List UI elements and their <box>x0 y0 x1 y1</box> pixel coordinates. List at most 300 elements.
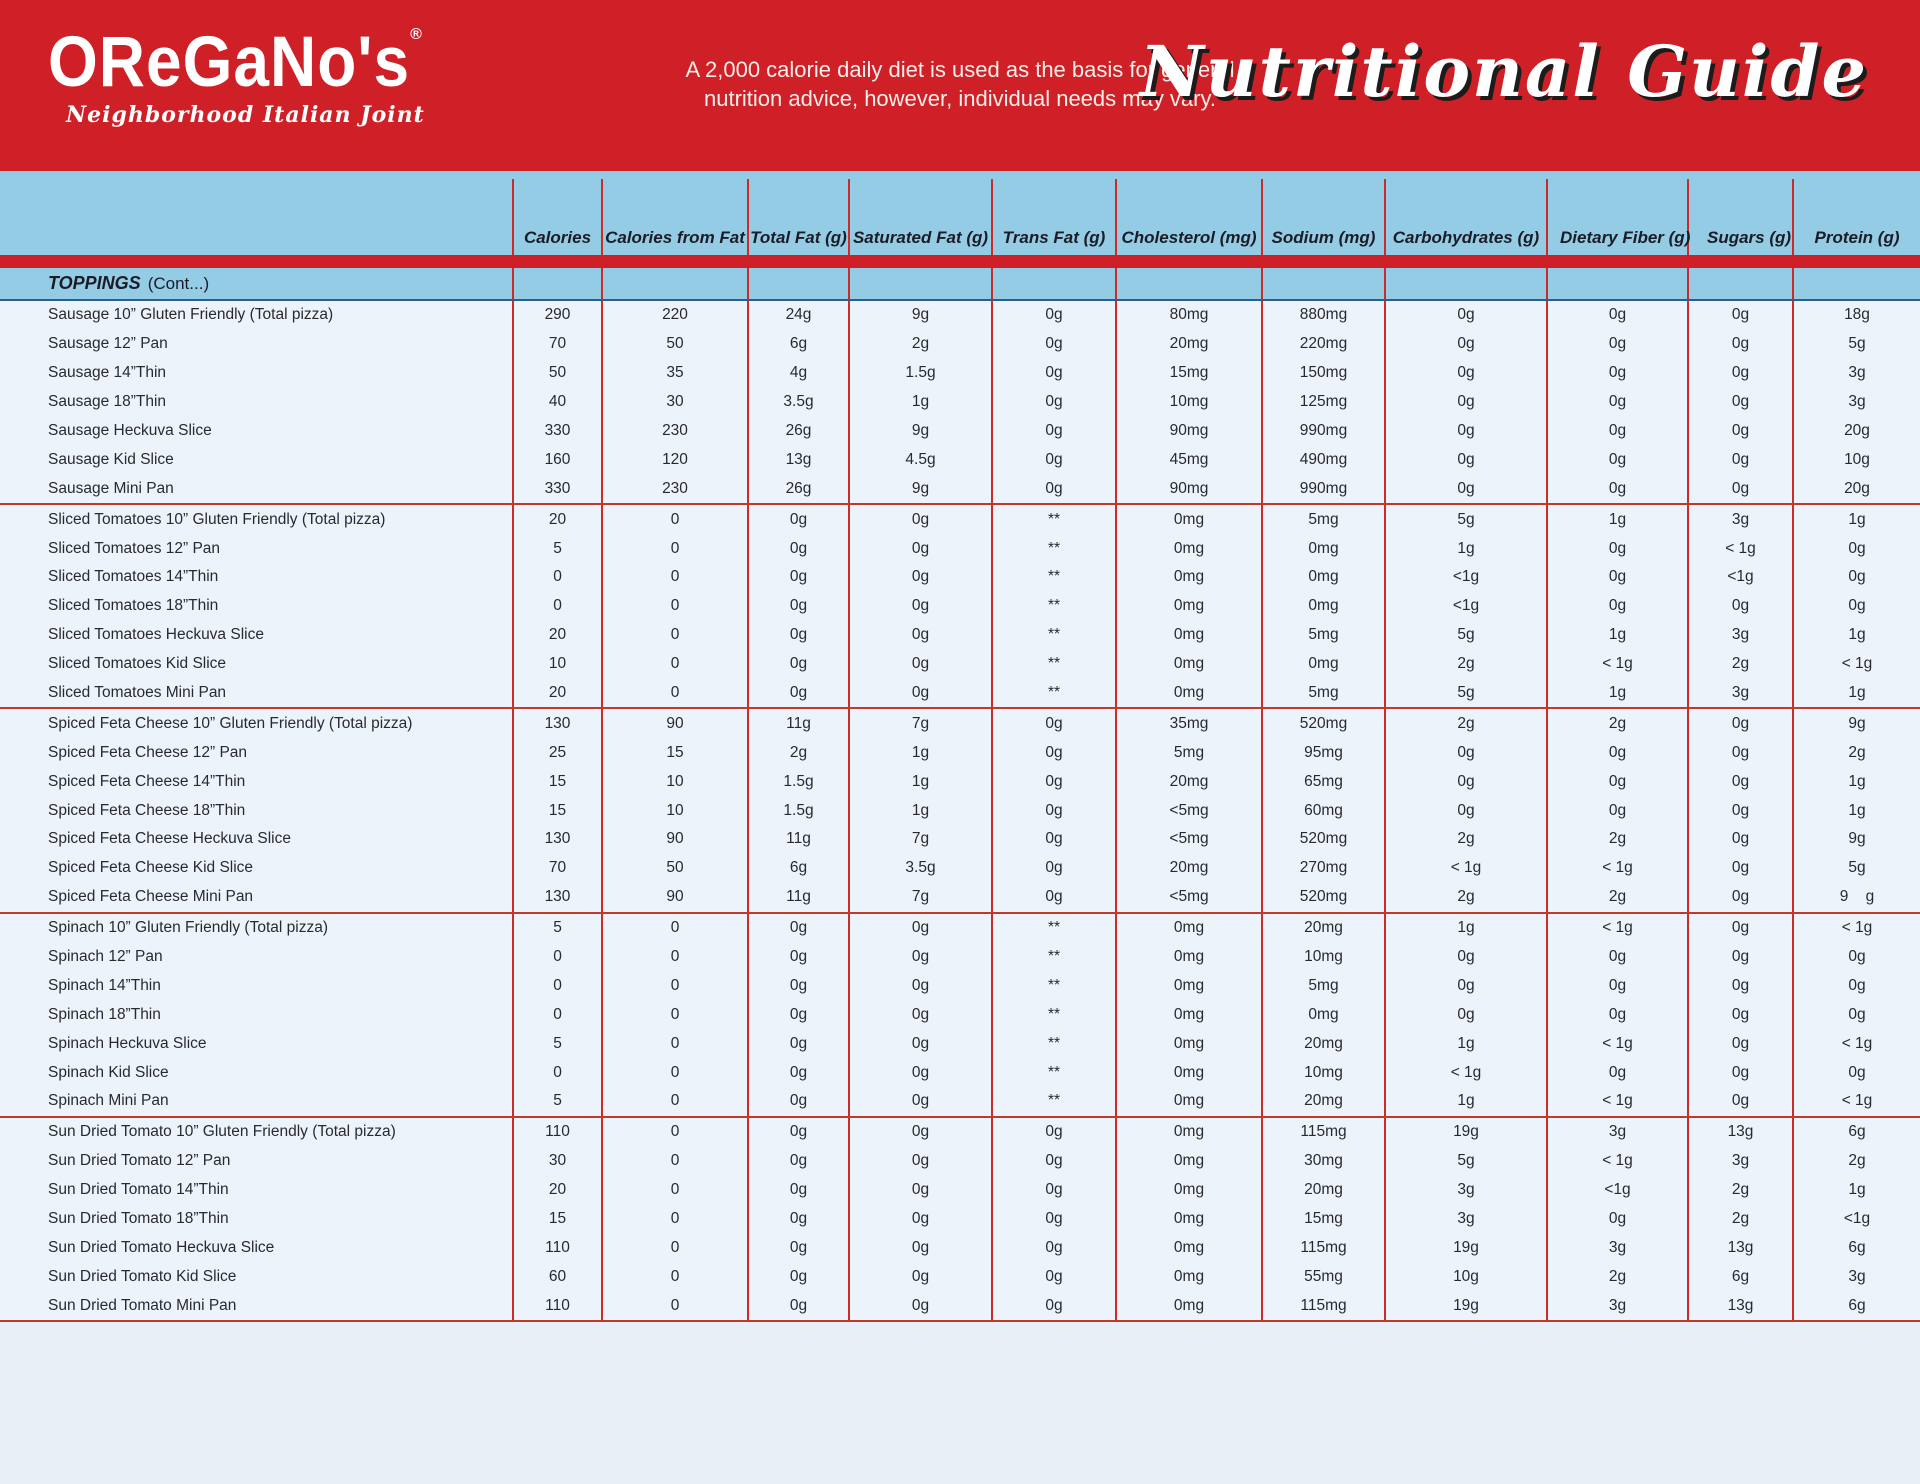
row-value: 15 <box>601 738 747 767</box>
row-label: Sausage Kid Slice <box>48 450 174 468</box>
row-value: 0g <box>1792 592 1920 621</box>
row-value: 0 <box>601 1176 747 1205</box>
row-value: 19g <box>1384 1234 1546 1263</box>
row-value: 2g <box>1546 825 1687 854</box>
row-value: 0g <box>1546 388 1687 417</box>
row-value: <1g <box>1792 1205 1920 1234</box>
oreganos-logo <box>48 22 425 128</box>
row-value: 0g <box>991 417 1115 446</box>
row-value: ** <box>991 505 1115 534</box>
row-value: 0g <box>991 738 1115 767</box>
group-divider <box>0 1320 1920 1322</box>
row-value: 0g <box>1792 943 1920 972</box>
row-value: 1g <box>1792 767 1920 796</box>
row-value: 0g <box>991 1291 1115 1320</box>
row-value: 15 <box>512 1205 601 1234</box>
header-trans-fat: Trans Fat (g) <box>991 179 1115 255</box>
row-value: 0g <box>1687 825 1792 854</box>
row-value: 0g <box>991 330 1115 359</box>
row-value: 0mg <box>1115 621 1261 650</box>
row-label: Spiced Feta Cheese Heckuva Slice <box>48 830 291 848</box>
section-title: TOPPINGS <box>48 273 141 293</box>
row-value: <1g <box>1687 563 1792 592</box>
row-label: Sliced Tomatoes Heckuva Slice <box>48 626 264 644</box>
row-value: 1.5g <box>747 796 848 825</box>
row-value: 0mg <box>1115 1291 1261 1320</box>
row-value: 110 <box>512 1118 601 1147</box>
row-value: 5mg <box>1261 971 1384 1000</box>
row-value: 90 <box>601 709 747 738</box>
row-value: 50 <box>601 330 747 359</box>
row-value: 11g <box>747 825 848 854</box>
row-value: 10mg <box>1261 1058 1384 1087</box>
row-value: 220 <box>601 301 747 330</box>
row-value: 0g <box>1384 738 1546 767</box>
row-value: 1g <box>848 767 991 796</box>
row-value: 6g <box>1792 1291 1920 1320</box>
row-value: 5mg <box>1261 621 1384 650</box>
row-value: 0mg <box>1261 534 1384 563</box>
row-value: 1g <box>1384 914 1546 943</box>
row-label: Spinach Mini Pan <box>48 1092 169 1110</box>
row-value: 0g <box>747 1205 848 1234</box>
row-label: Spiced Feta Cheese Mini Pan <box>48 888 254 906</box>
row-value: 20mg <box>1261 1087 1384 1116</box>
row-value: 5 <box>512 534 601 563</box>
row-value: 0g <box>991 1147 1115 1176</box>
row-value: 0g <box>848 1262 991 1291</box>
row-value: 15 <box>512 767 601 796</box>
row-value: ** <box>991 534 1115 563</box>
row-value: 0g <box>1384 445 1546 474</box>
row-value: 5mg <box>1261 679 1384 708</box>
row-value: <1g <box>1546 1176 1687 1205</box>
row-value: 0g <box>747 679 848 708</box>
row-value: 20g <box>1792 474 1920 503</box>
row-value: 7g <box>848 709 991 738</box>
row-value: 90mg <box>1115 417 1261 446</box>
row-value: 0g <box>991 883 1115 912</box>
row-value: 0g <box>1687 943 1792 972</box>
row-value: 0 <box>601 1147 747 1176</box>
row-value: 0g <box>1384 971 1546 1000</box>
row-value: < 1g <box>1792 1087 1920 1116</box>
row-value: 0g <box>1546 330 1687 359</box>
row-value: 0 <box>601 534 747 563</box>
row-value: 90 <box>601 825 747 854</box>
row-value: 3g <box>1792 1262 1920 1291</box>
row-label: Sliced Tomatoes 14”Thin <box>48 568 219 586</box>
row-value: 20g <box>1792 417 1920 446</box>
row-value: 13g <box>747 445 848 474</box>
row-label: Sausage Heckuva Slice <box>48 422 212 439</box>
row-value: 5g <box>1792 330 1920 359</box>
row-value: 0g <box>1384 943 1546 972</box>
row-label: Spinach 10” Gluten Friendly (Total pizza) <box>48 919 328 937</box>
section-cell <box>1384 268 1546 299</box>
row-value: 24g <box>747 301 848 330</box>
row-value: 26g <box>747 417 848 446</box>
row-value: 20mg <box>1261 914 1384 943</box>
row-value: 0g <box>747 943 848 972</box>
row-value: 2g <box>1792 738 1920 767</box>
row-value: 0g <box>1384 301 1546 330</box>
row-value: 0g <box>848 1147 991 1176</box>
row-label: Sausage 14”Thin <box>48 364 167 382</box>
section-cell <box>1115 268 1261 299</box>
row-value: < 1g <box>1792 1029 1920 1058</box>
row-value: 9g <box>848 301 991 330</box>
row-value: 20mg <box>1261 1176 1384 1205</box>
row-value: 0g <box>848 621 991 650</box>
row-value: 880mg <box>1261 301 1384 330</box>
row-value: 1g <box>1792 796 1920 825</box>
row-value: 0 <box>512 1000 601 1029</box>
row-value: 60mg <box>1261 796 1384 825</box>
row-value: 0 <box>601 563 747 592</box>
row-value: 2g <box>1384 650 1546 679</box>
row-value: 270mg <box>1261 854 1384 883</box>
row-value: 0g <box>1687 359 1792 388</box>
row-value: 0mg <box>1115 505 1261 534</box>
row-value: 1g <box>848 388 991 417</box>
row-value: 0 <box>601 592 747 621</box>
disclaimer-line-1: A 2,000 calorie daily diet is used as the basis for general <box>685 57 1235 82</box>
row-label: Spinach 14”Thin <box>48 976 161 994</box>
row-value: 30 <box>512 1147 601 1176</box>
row-value: 5g <box>1384 621 1546 650</box>
section-cell <box>1687 268 1792 299</box>
row-label: Sliced Tomatoes Kid Slice <box>48 655 227 673</box>
row-value: 10 <box>601 767 747 796</box>
row-value: 40 <box>512 388 601 417</box>
row-value: 0g <box>1687 1087 1792 1116</box>
row-value: < 1g <box>1546 1087 1687 1116</box>
row-value: 15 <box>512 796 601 825</box>
row-value: 2g <box>747 738 848 767</box>
row-value: 2g <box>1384 883 1546 912</box>
row-value: 70 <box>512 330 601 359</box>
row-value: 1g <box>1384 534 1546 563</box>
row-value: 0g <box>747 592 848 621</box>
row-value: 220mg <box>1261 330 1384 359</box>
row-value: ** <box>991 592 1115 621</box>
row-value: 0g <box>747 971 848 1000</box>
row-value: 0mg <box>1115 971 1261 1000</box>
row-value: 0g <box>848 592 991 621</box>
row-value: 1g <box>848 738 991 767</box>
row-value: ** <box>991 914 1115 943</box>
row-value: < 1g <box>1792 650 1920 679</box>
row-value: 0mg <box>1115 1118 1261 1147</box>
row-value: 115mg <box>1261 1234 1384 1263</box>
row-value: <5mg <box>1115 796 1261 825</box>
row-value: ** <box>991 650 1115 679</box>
row-value: 5 <box>512 1087 601 1116</box>
row-value: 1g <box>1546 679 1687 708</box>
section-cell <box>1792 268 1920 299</box>
row-value: 0mg <box>1115 1262 1261 1291</box>
row-value: 0g <box>848 505 991 534</box>
row-value: 0g <box>848 534 991 563</box>
row-value: 0g <box>848 1234 991 1263</box>
row-label: Sun Dried Tomato 10” Gluten Friendly (Total pizza) <box>48 1123 396 1141</box>
row-label: Sliced Tomatoes 18”Thin <box>48 597 219 615</box>
row-value: 5g <box>1384 679 1546 708</box>
row-value: 0g <box>1546 1205 1687 1234</box>
row-value: 30 <box>601 388 747 417</box>
row-value: 0g <box>747 1147 848 1176</box>
row-value: 5g <box>1384 505 1546 534</box>
row-value: 0g <box>1546 563 1687 592</box>
row-value: 110 <box>512 1234 601 1263</box>
row-value: 1g <box>848 796 991 825</box>
section-header-label <box>0 268 512 299</box>
row-value: 0g <box>1687 854 1792 883</box>
row-value: 990mg <box>1261 417 1384 446</box>
row-value: 80mg <box>1115 301 1261 330</box>
row-value: 990mg <box>1261 474 1384 503</box>
row-value: 0g <box>848 679 991 708</box>
row-value: 9g <box>848 474 991 503</box>
row-value: 130 <box>512 709 601 738</box>
row-value: 20 <box>512 505 601 534</box>
row-value: 5g <box>1792 854 1920 883</box>
row-value: 20mg <box>1115 330 1261 359</box>
row-label: Sun Dried Tomato Heckuva Slice <box>48 1238 275 1256</box>
row-value: 0mg <box>1115 943 1261 972</box>
row-value: 3g <box>1687 621 1792 650</box>
row-value: 0g <box>1687 883 1792 912</box>
row-value: < 1g <box>1687 534 1792 563</box>
row-value: 0 <box>512 592 601 621</box>
row-value: 13g <box>1687 1291 1792 1320</box>
row-value: 5 <box>512 914 601 943</box>
section-cell <box>747 268 848 299</box>
row-value: 0g <box>1546 971 1687 1000</box>
row-value: 0g <box>1792 1000 1920 1029</box>
row-label: Spiced Feta Cheese 18”Thin <box>48 801 246 819</box>
row-value: 3g <box>1384 1205 1546 1234</box>
row-value: 0g <box>1546 738 1687 767</box>
row-label: Sliced Tomatoes 12” Pan <box>48 539 221 557</box>
row-value: 0g <box>1546 767 1687 796</box>
row-value: 0g <box>747 1262 848 1291</box>
row-label: Sun Dried Tomato 14”Thin <box>48 1181 229 1199</box>
row-value: 0g <box>991 1205 1115 1234</box>
row-value: 0mg <box>1115 1000 1261 1029</box>
row-value: 0g <box>1792 971 1920 1000</box>
brand-name: OReGaNo's <box>48 20 411 102</box>
row-value: 0g <box>848 943 991 972</box>
row-value: 0 <box>601 621 747 650</box>
row-value: 0mg <box>1115 1029 1261 1058</box>
row-value: 3g <box>1792 388 1920 417</box>
row-value: 0mg <box>1115 1234 1261 1263</box>
row-value: ** <box>991 563 1115 592</box>
row-value: 115mg <box>1261 1291 1384 1320</box>
row-value: 0g <box>991 474 1115 503</box>
row-value: 0mg <box>1115 914 1261 943</box>
row-value: 0g <box>848 1176 991 1205</box>
row-value: 6g <box>1792 1118 1920 1147</box>
row-value: 3.5g <box>747 388 848 417</box>
row-value: 230 <box>601 474 747 503</box>
row-value: 3.5g <box>848 854 991 883</box>
row-value: 0g <box>747 534 848 563</box>
row-value: 0mg <box>1115 563 1261 592</box>
row-value: ** <box>991 971 1115 1000</box>
row-value: < 1g <box>1546 650 1687 679</box>
row-value: ** <box>991 1029 1115 1058</box>
row-value: 110 <box>512 1291 601 1320</box>
row-value: 0g <box>1687 445 1792 474</box>
row-value: 0g <box>747 914 848 943</box>
row-value: 0g <box>1546 592 1687 621</box>
row-value: 1g <box>1546 505 1687 534</box>
row-value: 0g <box>991 359 1115 388</box>
row-value: ** <box>991 1000 1115 1029</box>
row-value: 115mg <box>1261 1118 1384 1147</box>
row-value: 10mg <box>1115 388 1261 417</box>
row-value: 30mg <box>1261 1147 1384 1176</box>
section-cell <box>991 268 1115 299</box>
row-value: 1.5g <box>848 359 991 388</box>
row-value: 1g <box>1792 1176 1920 1205</box>
row-value: 20 <box>512 679 601 708</box>
row-value: 9g <box>848 417 991 446</box>
row-value: 0g <box>747 1000 848 1029</box>
row-label: Sun Dried Tomato Mini Pan <box>48 1296 237 1314</box>
row-label: Sun Dried Tomato 12” Pan <box>48 1152 231 1170</box>
row-value: 0g <box>1384 767 1546 796</box>
row-value: 20 <box>512 1176 601 1205</box>
row-value: 1g <box>1792 621 1920 650</box>
row-value: 35mg <box>1115 709 1261 738</box>
header-dietary-fiber: Dietary Fiber (g) <box>1546 179 1687 255</box>
row-label: Spinach 18”Thin <box>48 1005 161 1023</box>
row-value: 0g <box>747 621 848 650</box>
header-calories: Calories <box>512 179 601 255</box>
row-value: 0g <box>1384 417 1546 446</box>
row-value: 0g <box>1687 709 1792 738</box>
row-value: 20 <box>512 621 601 650</box>
row-value: 25 <box>512 738 601 767</box>
row-value: 2g <box>1384 825 1546 854</box>
row-value: 6g <box>747 330 848 359</box>
row-value: 6g <box>1792 1234 1920 1263</box>
row-label: Spiced Feta Cheese 14”Thin <box>48 772 246 790</box>
row-value: 0g <box>1687 1058 1792 1087</box>
row-value: < 1g <box>1546 914 1687 943</box>
row-value: 0mg <box>1261 592 1384 621</box>
row-value: 0 <box>601 1205 747 1234</box>
disclaimer-line-2: nutrition advice, however, individual needs may vary. <box>704 86 1216 111</box>
row-value: 0mg <box>1261 650 1384 679</box>
row-value: 5mg <box>1115 738 1261 767</box>
header-calories-from-fat: Calories from Fat <box>601 179 747 255</box>
row-value: 0 <box>512 943 601 972</box>
row-value: 0g <box>1687 1000 1792 1029</box>
row-value: 0 <box>601 1000 747 1029</box>
row-value: 90mg <box>1115 474 1261 503</box>
row-value: 0mg <box>1115 679 1261 708</box>
red-divider-bar <box>0 255 1920 268</box>
row-value: 0 <box>601 1087 747 1116</box>
row-value: 0mg <box>1115 1205 1261 1234</box>
row-value: ** <box>991 679 1115 708</box>
row-label: Spinach 12” Pan <box>48 948 163 966</box>
row-value: 0mg <box>1115 534 1261 563</box>
section-subtitle: (Cont...) <box>147 273 210 293</box>
row-value: 20mg <box>1115 854 1261 883</box>
row-value: 0mg <box>1115 1147 1261 1176</box>
row-value: 0g <box>991 1234 1115 1263</box>
row-value: 0g <box>1687 971 1792 1000</box>
row-value: 0 <box>601 650 747 679</box>
row-value: 11g <box>747 883 848 912</box>
row-value: 0g <box>848 1205 991 1234</box>
row-value: <1g <box>1384 563 1546 592</box>
row-value: 0g <box>747 1058 848 1087</box>
row-label: Spinach Heckuva Slice <box>48 1034 207 1052</box>
row-value: 0 <box>512 1058 601 1087</box>
row-value: 0g <box>747 1234 848 1263</box>
row-value: 0g <box>1792 1058 1920 1087</box>
row-value: 0g <box>1384 388 1546 417</box>
row-value: 2g <box>1687 650 1792 679</box>
row-value: <1g <box>1384 592 1546 621</box>
row-value: 7g <box>848 825 991 854</box>
row-label: Sun Dried Tomato Kid Slice <box>48 1267 237 1285</box>
row-value: 1g <box>1384 1087 1546 1116</box>
row-value: 0g <box>848 563 991 592</box>
row-value: 95mg <box>1261 738 1384 767</box>
row-value: 1g <box>1384 1029 1546 1058</box>
row-value: 150mg <box>1261 359 1384 388</box>
row-value: 0g <box>991 854 1115 883</box>
row-value: 0g <box>1687 914 1792 943</box>
row-value: 55mg <box>1261 1262 1384 1291</box>
section-cell <box>1261 268 1384 299</box>
row-value: 90 <box>601 883 747 912</box>
section-cell <box>1546 268 1687 299</box>
row-value: 65mg <box>1261 767 1384 796</box>
row-value: 0g <box>1384 330 1546 359</box>
row-value: 3g <box>1546 1234 1687 1263</box>
row-value: 0g <box>747 1087 848 1116</box>
row-value: 0g <box>747 505 848 534</box>
row-value: 0g <box>1792 563 1920 592</box>
row-value: 50 <box>512 359 601 388</box>
section-header-row <box>0 268 1920 301</box>
row-value: 120 <box>601 445 747 474</box>
row-value: 4.5g <box>848 445 991 474</box>
header-sodium: Sodium (mg) <box>1261 179 1384 255</box>
row-value: 19g <box>1384 1118 1546 1147</box>
row-value: 0g <box>848 1058 991 1087</box>
row-value: 1g <box>1546 621 1687 650</box>
row-value: 0 <box>512 971 601 1000</box>
row-value: 3g <box>1687 1147 1792 1176</box>
row-value: 5g <box>1384 1147 1546 1176</box>
row-value: 0 <box>601 914 747 943</box>
row-value: 0mg <box>1115 1087 1261 1116</box>
row-value: 35 <box>601 359 747 388</box>
row-value: 0g <box>991 767 1115 796</box>
table-header-row <box>0 171 1920 255</box>
row-value: 4g <box>747 359 848 388</box>
